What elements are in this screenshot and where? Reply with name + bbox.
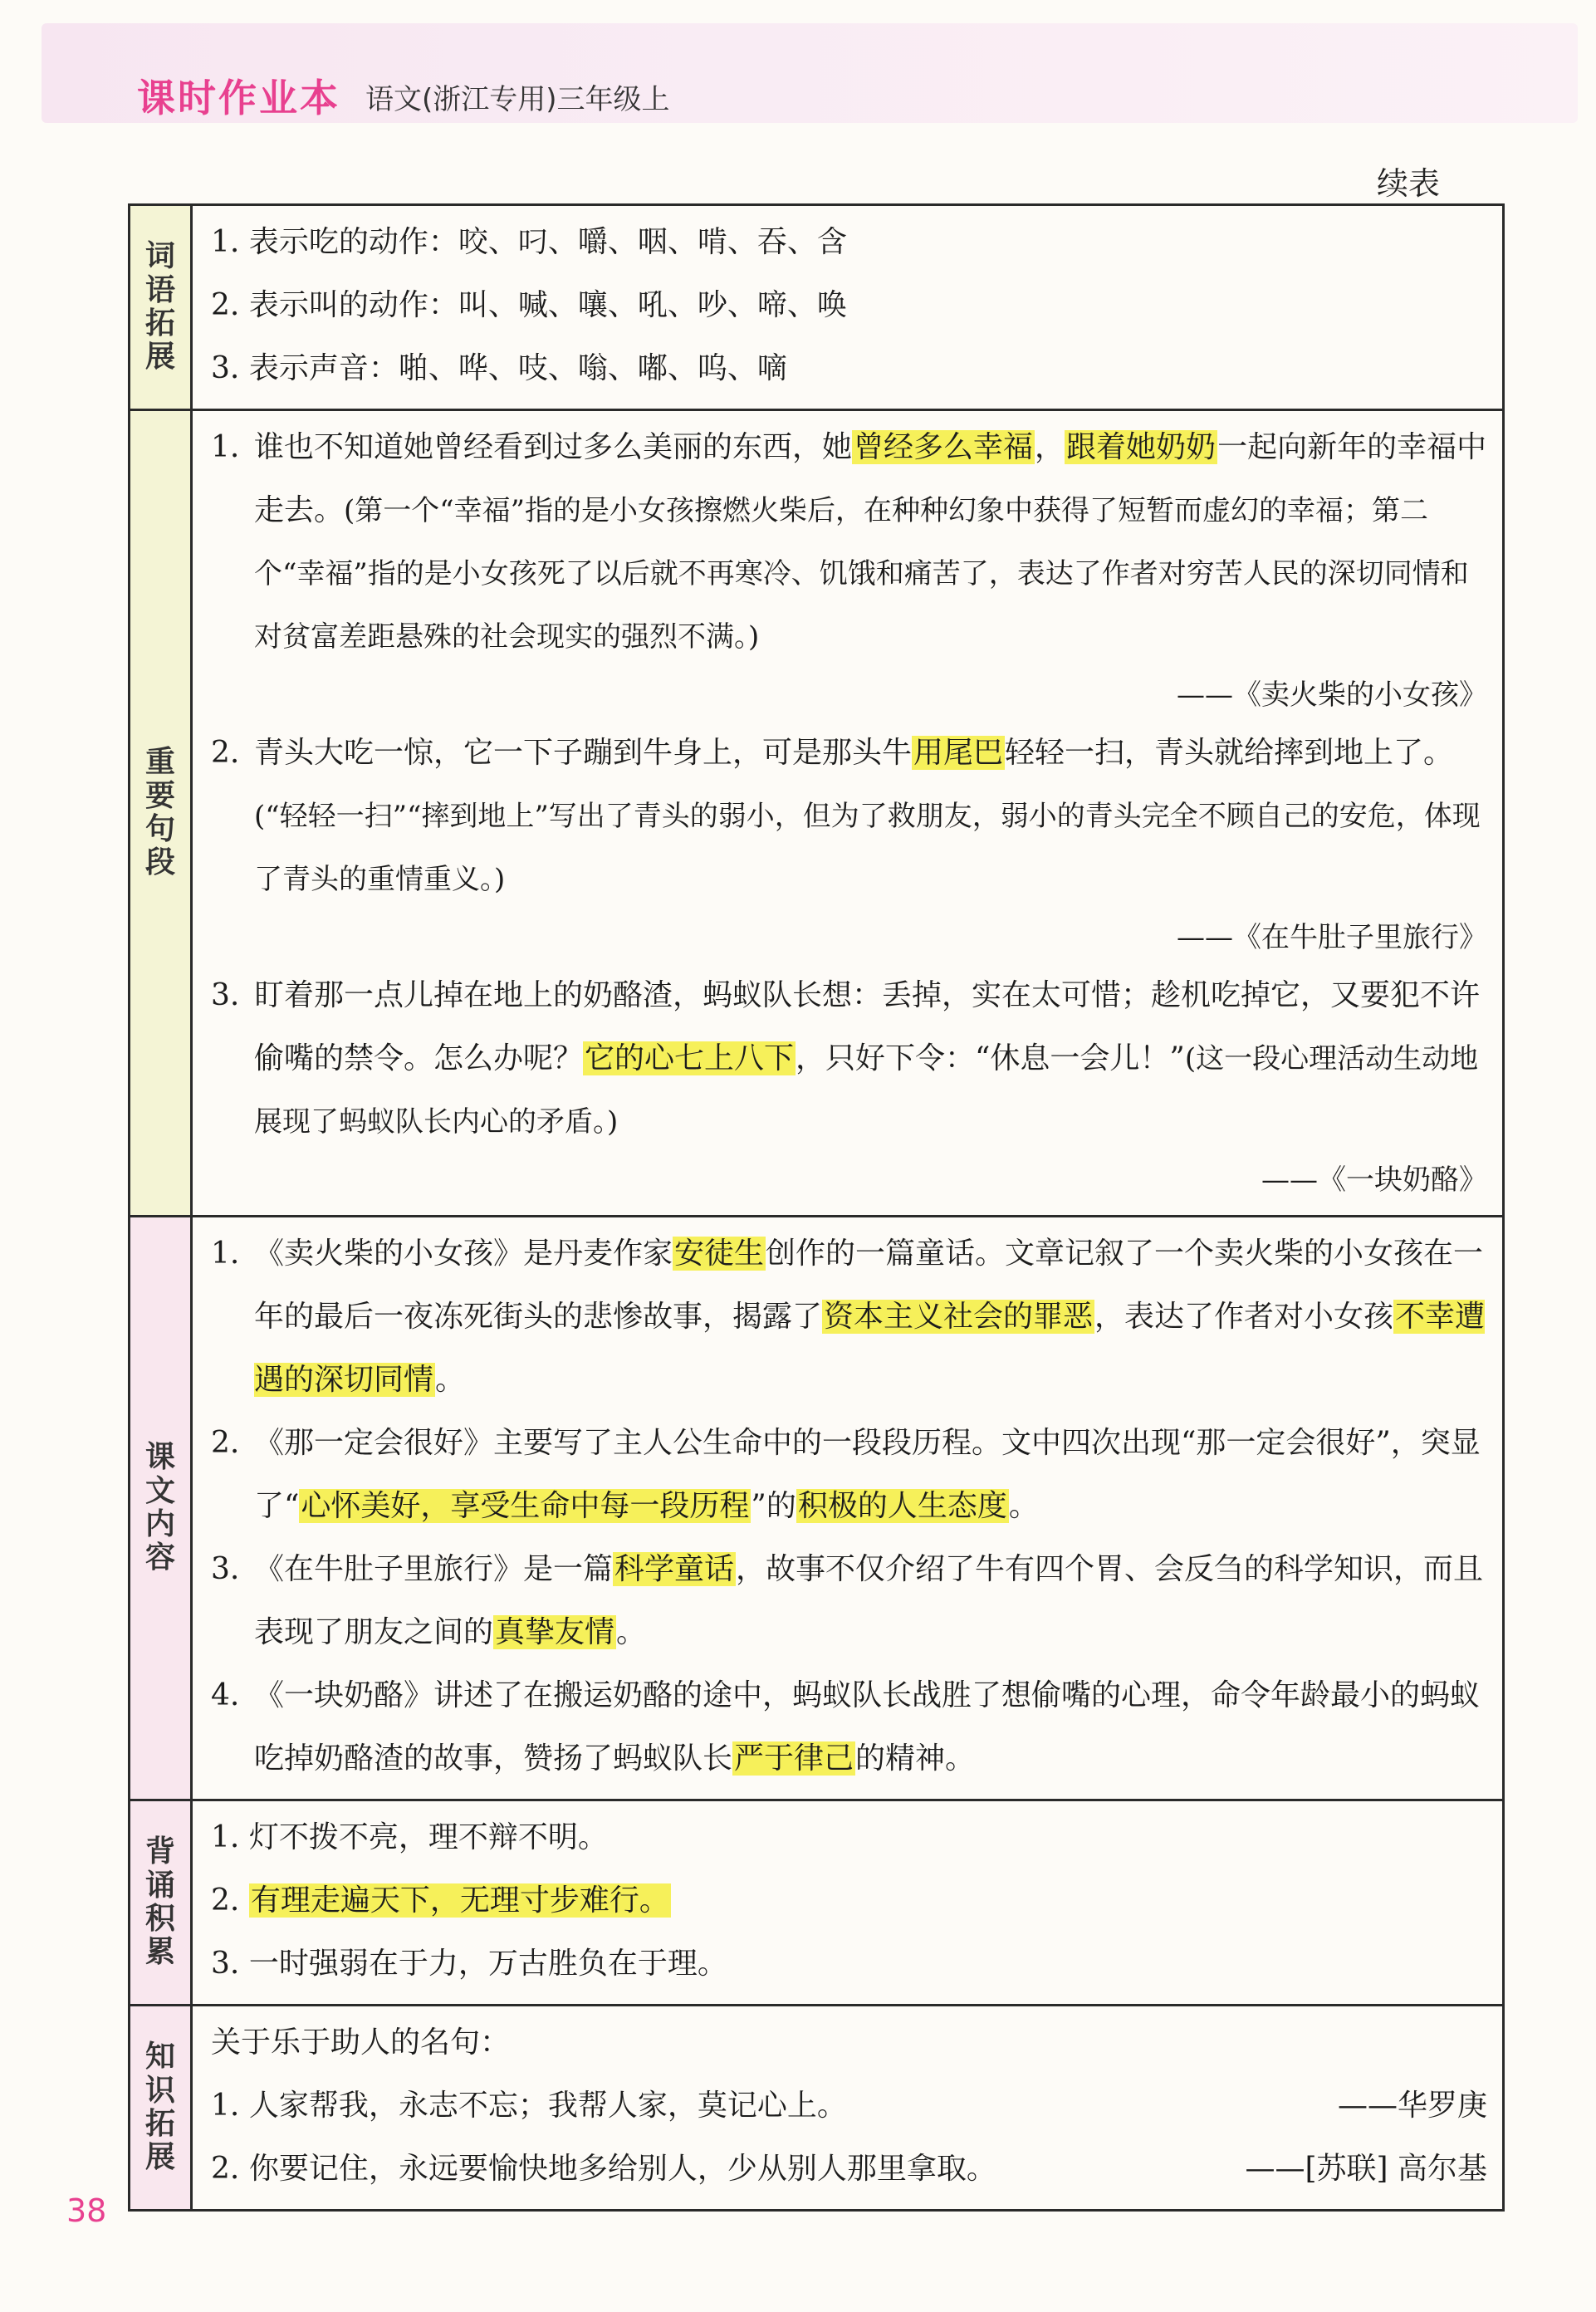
label-char: 文 <box>144 1473 175 1508</box>
label-char: 知 <box>144 2040 175 2074</box>
passage-source: ——《在牛肚子里旅行》 <box>1177 921 1487 954</box>
row-content <box>130 1217 1504 1800</box>
label-char: 识 <box>144 2073 175 2108</box>
label-key-passages <box>130 410 192 1217</box>
label-char: 词 <box>144 239 175 274</box>
label-char: 背 <box>144 1834 175 1869</box>
label-char: 句 <box>144 812 175 846</box>
highlight: 严于律己 <box>734 1741 854 1776</box>
label-char: 展 <box>144 340 175 375</box>
list-item: 2. 表示叫的动作：叫、喊、嚷、吼、吵、啼、唤 <box>211 288 847 322</box>
highlight: 用尾巴 <box>913 736 1004 770</box>
label-char: 内 <box>144 1507 175 1541</box>
row-recite <box>130 1800 1504 2006</box>
highlight: 它的心七上八下 <box>585 1041 795 1075</box>
content-item-4: 4. 《一块奶酪》讲述了在搬运奶酪的途中，蚂蚁队长战胜了想偷嘴的心理，命令年龄最小的蚂蚁吃掉奶酪渣的故事，赞扬了蚂蚁队长严于律己的精神。 <box>211 1678 1481 1776</box>
highlight: 有理走遍天下，无理寸步难行。 <box>250 1883 669 1918</box>
continued-label: 续表 <box>1376 165 1440 202</box>
list-item: 3. 表示声音：啪、哗、吱、嗡、嘟、呜、嘀 <box>211 351 787 385</box>
content-item-1: 1. 《卖火柴的小女孩》是丹麦作家安徒生创作的一篇童话。文章记叙了一个卖火柴的小女孩在一年的最后一夜冻死街头的悲惨故事，揭露了资本主义社会的罪恶，表达了作者对小女孩不幸遭遇的深切同情。 <box>211 1237 1486 1397</box>
label-char: 语 <box>144 272 175 307</box>
label-char: 展 <box>144 2140 175 2175</box>
label-char: 段 <box>144 845 175 880</box>
highlight: 资本主义社会的罪恶 <box>824 1300 1094 1334</box>
highlight: 真挚友情 <box>495 1615 615 1649</box>
label-char: 重 <box>144 745 175 780</box>
label-char: 容 <box>144 1541 175 1575</box>
quote-item: 1. 人家帮我，永志不忘；我帮人家，莫记心上。 ——华罗庚 <box>211 2074 1487 2138</box>
highlight: 积极的人生态度 <box>797 1489 1007 1523</box>
list-item: 1. 灯不拨不亮，理不辩不明。 <box>211 1820 608 1854</box>
vocab-content <box>192 205 1504 410</box>
highlight: 不幸遭遇的深切同情 <box>254 1300 1486 1397</box>
highlight: 跟着她奶奶 <box>1066 430 1217 464</box>
label-vocab <box>130 205 192 410</box>
label-char: 要 <box>144 778 175 813</box>
passage-2: 2. 青头大吃一惊，它一下子蹦到牛身上，可是那头牛用尾巴轻轻一扫，青头就给摔到地上了。(“轻轻一扫”“摔到地上”写出了青头的弱小，但为了救朋友，弱小的青头完全不顾自己的安危，体现了青头的重情重义。) <box>211 736 1481 896</box>
content-item-3: 3. 《在牛肚子里旅行》是一篇科学童话，故事不仅介绍了牛有四个胃、会反刍的科学知识，而且表现了朋友之间的真挚友情。 <box>211 1552 1484 1649</box>
label-char: 积 <box>144 1902 175 1936</box>
passage-source: ——《卖火柴的小女孩》 <box>1177 678 1487 712</box>
passage-3: 3. 盯着那一点儿掉在地上的奶酪渣，蚂蚁队长想：丢掉，实在太可惜；趁机吃掉它，又要犯不许偷嘴的禁令。怎么办呢？它的心七上八下，只好下令：“休息一会儿！”(这一段心理活动生动地展现了蚂蚁队长内心的矛盾。) <box>211 978 1481 1139</box>
key-passages-content <box>192 410 1504 1217</box>
label-char: 拓 <box>144 306 175 340</box>
label-recite <box>130 1800 192 2006</box>
page-number: 38 <box>66 2192 107 2229</box>
label-char: 累 <box>144 1935 175 1970</box>
highlight: 安徒生 <box>674 1237 765 1271</box>
summary-table <box>128 203 1505 2212</box>
quote-author: ——[苏联] 高尔基 <box>1245 2152 1487 2186</box>
recite-content <box>192 1800 1504 2006</box>
highlight: 曾经多么幸福 <box>854 430 1034 464</box>
content-item-2: 2. 《那一定会很好》主要写了主人公生命中的一段段历程。文中四次出现“那一定会很好”，突显了“心怀美好，享受生命中每一段历程”的积极的人生态度。 <box>211 1426 1481 1523</box>
passage-1: 1. 谁也不知道她曾经看到过多么美丽的东西，她曾经多么幸福，跟着她奶奶一起向新年的幸福中走去。(第一个“幸福”指的是小女孩擦燃火柴后，在种种幻象中获得了短暂而虚幻的幸福；第二个“幸福”指的是小女孩死了以后就不再寒冷、饥饿和痛苦了，表达了作者对穷苦人民的深切同情和对贫富差距悬殊的社会现实的强烈不满。) <box>211 430 1487 654</box>
knowledge-intro: 关于乐于助人的名句： <box>211 2025 511 2060</box>
highlight: 心怀美好，享受生命中每一段历程 <box>301 1489 750 1523</box>
knowledge-content <box>192 2006 1504 2211</box>
brand-title: 课时作业本 <box>137 76 340 120</box>
label-char: 拓 <box>144 2107 175 2141</box>
quote-author: ——华罗庚 <box>1337 2089 1487 2123</box>
quote-item: 2. 你要记住，永远要愉快地多给别人，少从别人那里拿取。 ——[苏联] 高尔基 <box>211 2138 1487 2201</box>
passage-source: ——《一块奶酪》 <box>1261 1163 1487 1197</box>
book-subtitle: 语文(浙江专用)三年级上 <box>365 83 670 116</box>
row-vocab <box>130 205 1504 410</box>
label-char: 诵 <box>144 1868 175 1903</box>
highlight: 科学童话 <box>614 1552 735 1586</box>
row-key-passages <box>130 410 1504 1217</box>
label-content <box>130 1217 192 1800</box>
label-knowledge <box>130 2006 192 2211</box>
row-knowledge <box>130 2006 1504 2211</box>
label-char: 课 <box>144 1440 175 1475</box>
list-item: 2. 有理走遍天下，无理寸步难行。 <box>211 1883 669 1918</box>
list-item: 3. 一时强弱在于力，万古胜负在于理。 <box>211 1947 727 1981</box>
list-item: 1. 表示吃的动作：咬、叼、嚼、咽、啃、吞、含 <box>211 225 847 259</box>
passage-note: (第一个“幸福”指的是小女孩擦燃火柴后，在种种幻象中获得了短暂而虚幻的幸福；第二个“幸福”指的是小女孩死了以后就不再寒冷、饥饿和痛苦了，表达了作者对穷苦人民的深切同情和对贫富差距悬殊的社会现实的强烈不满。) <box>254 494 1469 654</box>
content-content <box>192 1217 1504 1800</box>
passage-note: (“轻轻一扫”“摔到地上”写出了青头的弱小，但为了救朋友，弱小的青头完全不顾自己的安危，体现了青头的重情重义。) <box>254 800 1481 896</box>
passage-note: (这一段心理活动生动地展现了蚂蚁队长内心的矛盾。) <box>254 1042 1479 1139</box>
